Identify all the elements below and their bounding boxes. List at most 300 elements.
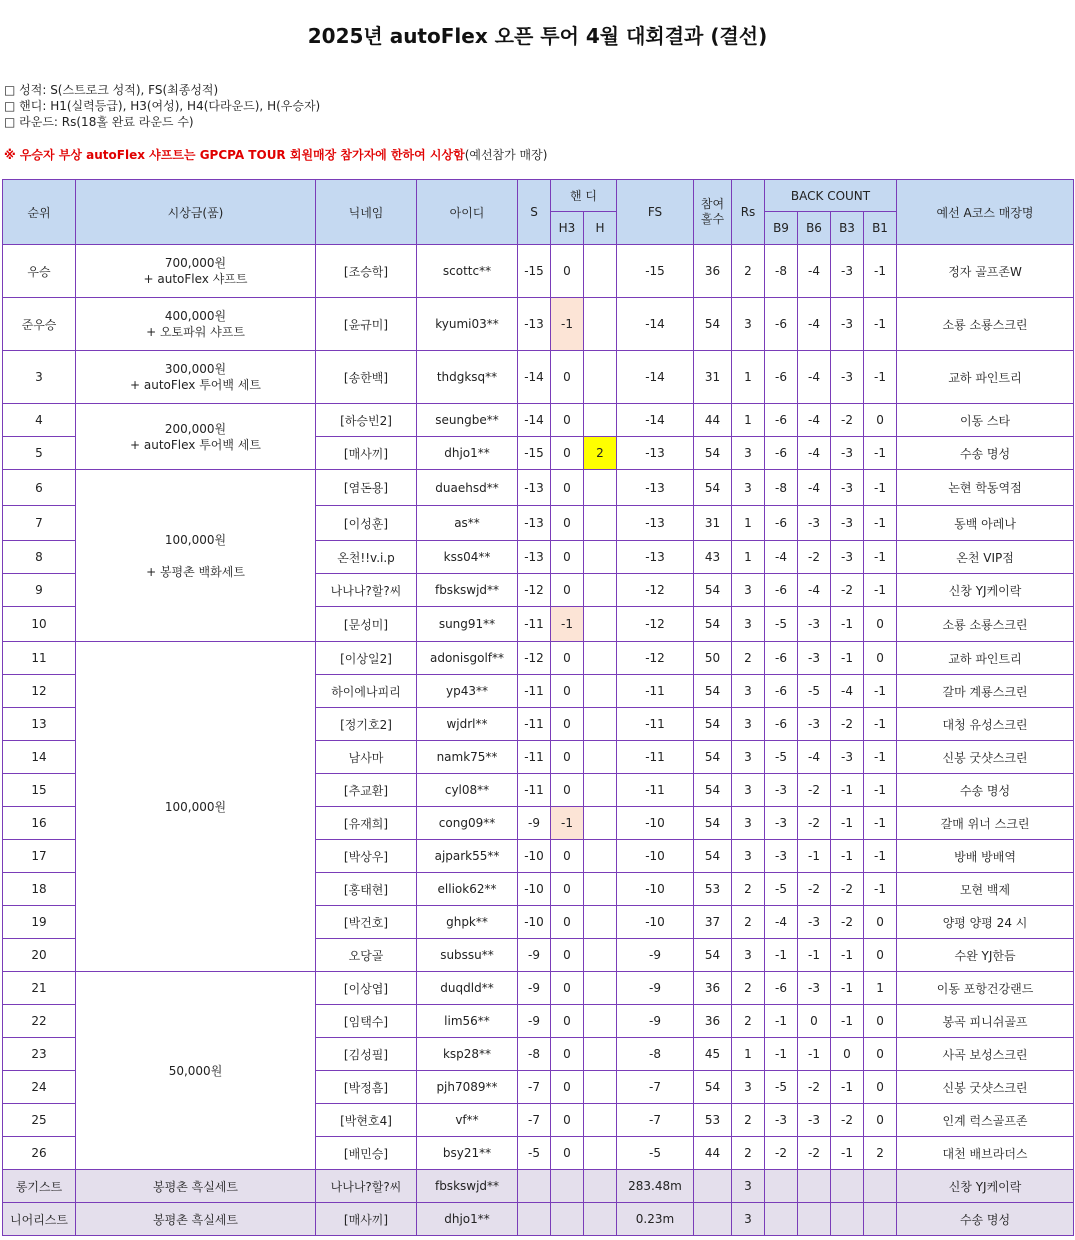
cell-id: cyl08**	[417, 774, 518, 807]
cell-b6: -3	[798, 906, 831, 939]
cell-rs: 2	[732, 1104, 765, 1137]
cell-fs: -9	[617, 939, 694, 972]
cell-id: kss04**	[417, 541, 518, 574]
cell-nickname: 온천!!v.i.p	[316, 541, 417, 574]
cell-s	[518, 1203, 551, 1236]
cell-b6: -4	[798, 404, 831, 437]
cell-store: 대청 유성스크린	[897, 708, 1074, 741]
cell-b9: -8	[765, 245, 798, 298]
cell-id: duaehsd**	[417, 470, 518, 506]
cell-b9: -6	[765, 298, 798, 351]
notice-mark: ※	[4, 148, 20, 162]
cell-b1: -1	[864, 351, 897, 404]
cell-b6: -3	[798, 1104, 831, 1137]
prize-line: + autoFlex 투어백 세트	[130, 437, 261, 452]
cell-b3	[831, 1203, 864, 1236]
cell-s: -10	[518, 873, 551, 906]
cell-store: 신봉 굿샷스크린	[897, 741, 1074, 774]
header-id: 아이디	[417, 180, 518, 245]
cell-b3	[831, 1170, 864, 1203]
cell-h	[584, 642, 617, 675]
cell-h	[584, 906, 617, 939]
cell-id: adonisgolf**	[417, 642, 518, 675]
cell-b1: -1	[864, 470, 897, 506]
header-handicap: 핸 디	[551, 180, 617, 212]
cell-b9: -6	[765, 351, 798, 404]
cell-b1: -1	[864, 574, 897, 607]
cell-holes: 54	[694, 774, 732, 807]
cell-store: 이동 포항건강랜드	[897, 972, 1074, 1005]
cell-h3: 0	[551, 708, 584, 741]
table-row	[3, 245, 1074, 298]
cell-s: -13	[518, 298, 551, 351]
cell-holes	[694, 1203, 732, 1236]
cell-holes: 54	[694, 437, 732, 470]
cell-s: -14	[518, 404, 551, 437]
cell-b3: -1	[831, 939, 864, 972]
cell-id: duqdld**	[417, 972, 518, 1005]
cell-h3: 0	[551, 741, 584, 774]
cell-id: ksp28**	[417, 1038, 518, 1071]
cell-b9: -6	[765, 404, 798, 437]
cell-h3: 0	[551, 541, 584, 574]
cell-rs: 2	[732, 906, 765, 939]
cell-b6: -3	[798, 708, 831, 741]
cell-s: -13	[518, 470, 551, 506]
cell-store: 동백 아레나	[897, 506, 1074, 541]
cell-s: -7	[518, 1071, 551, 1104]
cell-rank: 15	[3, 774, 76, 807]
cell-store: 신봉 굿샷스크린	[897, 1071, 1074, 1104]
cell-store: 인계 럭스골프존	[897, 1104, 1074, 1137]
cell-fs: -9	[617, 972, 694, 1005]
cell-b9: -6	[765, 642, 798, 675]
cell-store: 수송 명성	[897, 1203, 1074, 1236]
table-row	[3, 298, 1074, 351]
cell-b3: -1	[831, 607, 864, 642]
cell-fs: -11	[617, 708, 694, 741]
cell-holes: 53	[694, 1104, 732, 1137]
cell-fs: -10	[617, 840, 694, 873]
cell-b6: -4	[798, 470, 831, 506]
cell-fs: -8	[617, 1038, 694, 1071]
cell-b9: -5	[765, 873, 798, 906]
cell-b6: -2	[798, 1071, 831, 1104]
cell-b3: -2	[831, 906, 864, 939]
cell-id: vf**	[417, 1104, 518, 1137]
cell-nickname: [추교환]	[316, 774, 417, 807]
table-row	[3, 642, 1074, 675]
cell-h3: 0	[551, 972, 584, 1005]
cell-rank: 14	[3, 741, 76, 774]
cell-rank: 준우승	[3, 298, 76, 351]
cell-rs: 2	[732, 873, 765, 906]
cell-h3: 0	[551, 404, 584, 437]
cell-h3: 0	[551, 939, 584, 972]
cell-store: 방배 방배역	[897, 840, 1074, 873]
cell-s: -5	[518, 1137, 551, 1170]
cell-b9: -4	[765, 541, 798, 574]
cell-b9: -6	[765, 574, 798, 607]
cell-holes: 31	[694, 506, 732, 541]
cell-h3: 0	[551, 642, 584, 675]
cell-b6: -4	[798, 351, 831, 404]
cell-rs: 3	[732, 1203, 765, 1236]
cell-b6: -4	[798, 574, 831, 607]
cell-rank: 19	[3, 906, 76, 939]
cell-b3: -4	[831, 675, 864, 708]
cell-h	[584, 1137, 617, 1170]
cell-h	[584, 1005, 617, 1038]
cell-id: lim56**	[417, 1005, 518, 1038]
header-holes-line2: 홀수	[700, 212, 725, 226]
cell-rs: 3	[732, 774, 765, 807]
cell-fs: -11	[617, 675, 694, 708]
prize-line: 300,000원	[164, 362, 227, 376]
cell-s: -12	[518, 574, 551, 607]
cell-h3: 0	[551, 873, 584, 906]
cell-b1: 0	[864, 642, 897, 675]
cell-id: as**	[417, 506, 518, 541]
cell-id: seungbe**	[417, 404, 518, 437]
cell-b6: -3	[798, 642, 831, 675]
cell-store: 신창 YJ케이락	[897, 1170, 1074, 1203]
cell-s: -11	[518, 708, 551, 741]
cell-prize	[76, 351, 316, 404]
cell-h	[584, 708, 617, 741]
cell-h3: -1	[551, 607, 584, 642]
cell-b6: -2	[798, 873, 831, 906]
cell-h	[584, 607, 617, 642]
cell-b9: -1	[765, 939, 798, 972]
cell-b1: -1	[864, 873, 897, 906]
cell-store: 소룡 소룡스크린	[897, 607, 1074, 642]
cell-nickname: [하승빈2]	[316, 404, 417, 437]
cell-h	[584, 675, 617, 708]
cell-store: 모현 백제	[897, 873, 1074, 906]
cell-rank: 6	[3, 470, 76, 506]
cell-h3: 0	[551, 1005, 584, 1038]
cell-nickname: [이상일2]	[316, 642, 417, 675]
cell-holes: 54	[694, 807, 732, 840]
cell-b6: -1	[798, 1038, 831, 1071]
cell-nickname: 하이에나피리	[316, 675, 417, 708]
cell-b9: -3	[765, 1104, 798, 1137]
cell-rs: 1	[732, 351, 765, 404]
legend-handicap: □ 핸디: H1(실력등급), H3(여성), H4(다라운드), H(우승자)	[4, 99, 321, 113]
cell-prize	[76, 404, 316, 470]
header-store: 예선 A코스 매장명	[897, 180, 1074, 245]
cell-holes: 54	[694, 1071, 732, 1104]
cell-h3: 0	[551, 906, 584, 939]
cell-b9: -8	[765, 470, 798, 506]
cell-holes: 54	[694, 939, 732, 972]
cell-id: kyumi03**	[417, 298, 518, 351]
cell-store: 온천 VIP점	[897, 541, 1074, 574]
cell-nickname: [홍태현]	[316, 873, 417, 906]
header-rank: 순위	[3, 180, 76, 245]
cell-rs: 2	[732, 1005, 765, 1038]
legend-round: □ 라운드: Rs(18홀 완료 라운드 수)	[4, 115, 194, 129]
cell-store: 사곡 보성스크린	[897, 1038, 1074, 1071]
cell-rs: 1	[732, 541, 765, 574]
cell-b9: -4	[765, 906, 798, 939]
cell-h: 2	[584, 437, 617, 470]
cell-b1	[864, 1203, 897, 1236]
cell-id: ajpark55**	[417, 840, 518, 873]
cell-h3: 0	[551, 1071, 584, 1104]
cell-s: -8	[518, 1038, 551, 1071]
cell-fs: -7	[617, 1071, 694, 1104]
cell-prize: 봉평촌 흑실세트	[76, 1170, 316, 1203]
cell-b6	[798, 1203, 831, 1236]
cell-s: -9	[518, 939, 551, 972]
cell-rs: 3	[732, 470, 765, 506]
cell-b3: -1	[831, 642, 864, 675]
cell-b3: -3	[831, 741, 864, 774]
cell-b1: -1	[864, 708, 897, 741]
cell-rank: 16	[3, 807, 76, 840]
cell-nickname: 오당골	[316, 939, 417, 972]
cell-rs: 2	[732, 642, 765, 675]
cell-rank: 니어리스트	[3, 1203, 76, 1236]
cell-fs: -13	[617, 470, 694, 506]
cell-s: -14	[518, 351, 551, 404]
cell-fs: 283.48m	[617, 1170, 694, 1203]
cell-s: -10	[518, 840, 551, 873]
cell-s: -9	[518, 807, 551, 840]
cell-holes: 54	[694, 574, 732, 607]
cell-b3: -3	[831, 351, 864, 404]
cell-h3: 0	[551, 774, 584, 807]
cell-h	[584, 470, 617, 506]
cell-nickname: [조승학]	[316, 245, 417, 298]
cell-id: yp43**	[417, 675, 518, 708]
prize-line	[76, 548, 315, 564]
cell-s: -12	[518, 642, 551, 675]
cell-s: -10	[518, 906, 551, 939]
cell-id: dhjo1**	[417, 1203, 518, 1236]
cell-id: cong09**	[417, 807, 518, 840]
cell-b1: -1	[864, 840, 897, 873]
cell-rank: 18	[3, 873, 76, 906]
cell-b3: -2	[831, 1104, 864, 1137]
cell-h	[584, 939, 617, 972]
cell-rank: 22	[3, 1005, 76, 1038]
cell-h	[584, 1038, 617, 1071]
cell-b6: -2	[798, 541, 831, 574]
cell-fs: -13	[617, 541, 694, 574]
header-holes-line1: 참여	[700, 197, 725, 211]
cell-b6: 0	[798, 1005, 831, 1038]
cell-h3: 0	[551, 351, 584, 404]
cell-fs: -12	[617, 574, 694, 607]
cell-b9: -3	[765, 774, 798, 807]
cell-rs: 3	[732, 1170, 765, 1203]
cell-b1: -1	[864, 541, 897, 574]
cell-b3: -3	[831, 506, 864, 541]
cell-holes: 45	[694, 1038, 732, 1071]
cell-store: 교하 파인트리	[897, 642, 1074, 675]
cell-h	[584, 541, 617, 574]
cell-rs: 3	[732, 741, 765, 774]
cell-rs: 3	[732, 437, 765, 470]
cell-b9: -1	[765, 1038, 798, 1071]
cell-id: pjh7089**	[417, 1071, 518, 1104]
cell-b6: -5	[798, 675, 831, 708]
cell-holes: 50	[694, 642, 732, 675]
cell-rs: 3	[732, 708, 765, 741]
cell-b9	[765, 1203, 798, 1236]
cell-b6: -1	[798, 939, 831, 972]
cell-nickname: [배민승]	[316, 1137, 417, 1170]
cell-b3: -3	[831, 245, 864, 298]
cell-b1	[864, 1170, 897, 1203]
cell-h	[584, 351, 617, 404]
cell-b3: 0	[831, 1038, 864, 1071]
cell-rank: 20	[3, 939, 76, 972]
cell-b9: -6	[765, 675, 798, 708]
cell-b9: -5	[765, 607, 798, 642]
cell-store: 소룡 소룡스크린	[897, 298, 1074, 351]
cell-rs: 2	[732, 972, 765, 1005]
cell-fs: -11	[617, 741, 694, 774]
cell-store: 수송 명성	[897, 437, 1074, 470]
cell-fs: -12	[617, 642, 694, 675]
cell-rank: 5	[3, 437, 76, 470]
cell-store: 봉곡 피니쉬골프	[897, 1005, 1074, 1038]
cell-rank: 7	[3, 506, 76, 541]
cell-s: -11	[518, 607, 551, 642]
header-rs: Rs	[732, 180, 765, 245]
cell-b3: -1	[831, 807, 864, 840]
prize-line: 50,000원	[168, 1063, 223, 1078]
cell-prize	[76, 298, 316, 351]
cell-h	[584, 506, 617, 541]
cell-b3: -3	[831, 437, 864, 470]
cell-h	[584, 774, 617, 807]
cell-holes: 54	[694, 741, 732, 774]
cell-fs: -15	[617, 245, 694, 298]
cell-id: fbskswjd**	[417, 1170, 518, 1203]
cell-rank: 3	[3, 351, 76, 404]
cell-h3: 0	[551, 574, 584, 607]
cell-prize	[76, 245, 316, 298]
cell-b9: -1	[765, 1005, 798, 1038]
cell-b1: -1	[864, 298, 897, 351]
cell-b6: -2	[798, 1137, 831, 1170]
cell-rank: 11	[3, 642, 76, 675]
cell-nickname: [문성미]	[316, 607, 417, 642]
header-prize: 시상금(품)	[76, 180, 316, 245]
cell-b9: -2	[765, 1137, 798, 1170]
results-body	[3, 245, 1074, 1236]
cell-h3: 0	[551, 675, 584, 708]
cell-h	[584, 298, 617, 351]
cell-nickname: [이상엽]	[316, 972, 417, 1005]
cell-holes: 54	[694, 708, 732, 741]
cell-b6: -3	[798, 607, 831, 642]
cell-b1: 1	[864, 972, 897, 1005]
cell-rs: 3	[732, 574, 765, 607]
cell-h	[584, 1170, 617, 1203]
cell-fs: -14	[617, 298, 694, 351]
table-row	[3, 404, 1074, 437]
header-h3: H3	[551, 212, 584, 245]
cell-store: 교하 파인트리	[897, 351, 1074, 404]
cell-s: -13	[518, 541, 551, 574]
cell-h	[584, 873, 617, 906]
cell-b1: 0	[864, 1104, 897, 1137]
cell-id: thdgksq**	[417, 351, 518, 404]
cell-rank: 9	[3, 574, 76, 607]
cell-h	[584, 245, 617, 298]
cell-b1: -1	[864, 245, 897, 298]
prize-line: 400,000원	[164, 309, 227, 323]
cell-holes: 53	[694, 873, 732, 906]
cell-holes: 54	[694, 675, 732, 708]
cell-b6: -3	[798, 972, 831, 1005]
cell-store: 대천 배브라더스	[897, 1137, 1074, 1170]
cell-rs: 2	[732, 1137, 765, 1170]
cell-rs: 2	[732, 245, 765, 298]
cell-holes: 54	[694, 840, 732, 873]
legend-score: □ 성적: S(스트로크 성적), FS(최종성적)	[4, 83, 219, 97]
cell-holes	[694, 1170, 732, 1203]
cell-rank: 4	[3, 404, 76, 437]
prize-line: + autoFlex 투어백 세트	[130, 378, 261, 392]
cell-b3: -1	[831, 1005, 864, 1038]
cell-id: namk75**	[417, 741, 518, 774]
cell-h	[584, 1203, 617, 1236]
cell-holes: 54	[694, 298, 732, 351]
prize-line: + 오토파워 샤프트	[146, 325, 245, 339]
cell-holes: 36	[694, 245, 732, 298]
cell-holes: 36	[694, 1005, 732, 1038]
cell-fs: -10	[617, 807, 694, 840]
cell-h	[584, 404, 617, 437]
cell-fs: -11	[617, 774, 694, 807]
cell-nickname: 나나나?할?씨	[316, 1170, 417, 1203]
cell-b1: 2	[864, 1137, 897, 1170]
cell-h3: -1	[551, 298, 584, 351]
cell-b1: 0	[864, 1038, 897, 1071]
cell-b3: -2	[831, 708, 864, 741]
cell-fs: -14	[617, 404, 694, 437]
cell-nickname: [매사끼]	[316, 437, 417, 470]
cell-rs: 3	[732, 1071, 765, 1104]
cell-h3: 0	[551, 1137, 584, 1170]
cell-prize	[76, 972, 316, 1170]
legend	[4, 82, 320, 130]
cell-b3: -1	[831, 972, 864, 1005]
cell-rs: 1	[732, 506, 765, 541]
header-b3: B3	[831, 212, 864, 245]
cell-fs: -10	[617, 906, 694, 939]
cell-h3: 0	[551, 470, 584, 506]
cell-b1: -1	[864, 741, 897, 774]
cell-b6: -2	[798, 774, 831, 807]
prize-line: 100,000원	[164, 799, 227, 814]
cell-b6: -1	[798, 840, 831, 873]
cell-rank: 롱기스트	[3, 1170, 76, 1203]
header-h: H	[584, 212, 617, 245]
cell-nickname: 남사마	[316, 741, 417, 774]
cell-h	[584, 574, 617, 607]
cell-b1: -1	[864, 807, 897, 840]
cell-b1: 0	[864, 404, 897, 437]
cell-id: fbskswjd**	[417, 574, 518, 607]
